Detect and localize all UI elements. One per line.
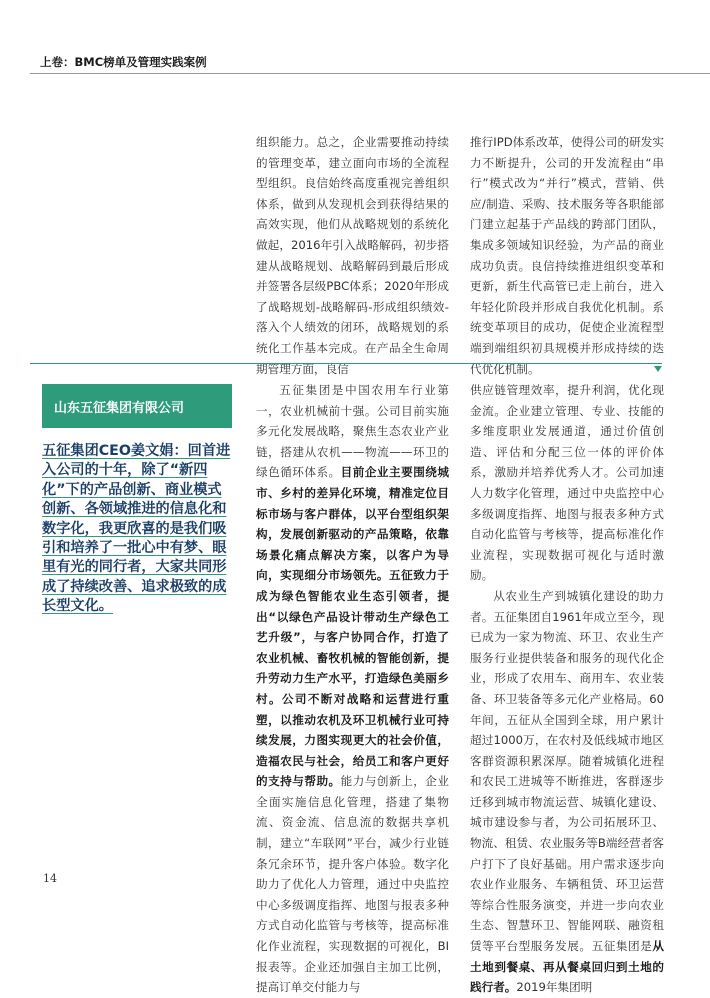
mission-bold-text: 从土地到餐桌、再从餐桌回归到土地的践行者。 <box>470 939 664 995</box>
ceo-quote-text: 五征集团CEO姜文娟：回首进入公司的十年，除了“新四化”下的产品创新、商业模式创新、各领域推进的信息化和数字化，我更欣喜的是我们吸引和培养了一批心中有梦、眼里有光的同行者，大家共同形成了持续改善、追求极致的成长型文化。 <box>42 443 231 615</box>
body-paragraph-continued: 供应链管理效率，提升利润，优化现金流。企业建立管理、专业、技能的多维度职业发展通道，通过价值创造、评估和分配三位一体的评价体系，激励并培养优秀人才。公司加速人力数字化管理，通过中央监控中心多级调度指挥、地图与报表多种方式自动化监管与考核等，提高标准化作业流程，实现数据可视化与适时激励。 <box>470 383 664 583</box>
top-column-right <box>470 132 664 379</box>
company-name-banner <box>42 384 232 428</box>
history-text: 从农业生产到城镇化建设的助力者。五征集团自1961年成立至今，现已成为一家为物流、环卫、农业生产服务行业提供装备和服务的现代化企业，形成了农用车、商用车、农业装备、环卫装备等多元化产业格局。60年间，五征从全国到全球，用户累计超过1000万，在农村及低线城市地区客群资源积累深厚。随着城镇化进程和农民工进城等不断推进，客群逐步迁移到城市物流运营、城镇化建设、城市建设参与者，为公司拓展环卫、物流、租赁、农业服务等B端经营者客户打下了良好基础。用户需求逐步向农业作业服务、车辆租赁、环卫运营等综合性服务演变，并进一步向农业生态、智慧环卫、智能网联、融资租赁等平台型服务发展。五征集团是 <box>470 588 664 954</box>
ceo-quote <box>42 442 233 617</box>
company-name: 山东五征集团有限公司 <box>54 400 185 416</box>
body-column-left <box>256 380 449 998</box>
page-number: 14 <box>43 872 57 885</box>
top-column-left <box>256 132 449 379</box>
body-paragraph <box>470 586 664 998</box>
continuation-text: 2019年集团明 <box>516 980 593 995</box>
body-paragraph <box>256 380 449 998</box>
running-header-title: 上卷：BMC榜单及管理实践案例 <box>40 55 207 69</box>
header-divider <box>30 73 710 74</box>
strategy-bold-text: 目前企业主要围绕城市、乡村的差异化环境，精准定位目标市场与客户群体，以平台型组织架构，发展创新驱动的产品策略，依靠场景化痛点解决方案，以客户为导向，实现细分市场领先。五征致力于成为绿色智能农业生态引领者，提出“以绿色产品设计带动生产绿色工艺升级”，与客户协同合作，打造了农业机械、畜牧机械的智能创新，提升劳动力生产水平，打造绿色美丽乡村。公司不断对战略和运营进行重塑，以推动农机及环卫机械行业可持续发展，力图实现更大的社会价值，造福农民与社会，给员工和客户更好的支持与帮助。 <box>256 465 449 789</box>
digitalization-text: 能力与创新上，企业全面实施信息化管理，搭建了集物流、资金流、信息流的数据共享机制，建立“车联网”平台，减少行业链条冗余环节，提升客户体验。数字化助力了优化人力管理，通过中央监控中心多级调度指挥、地图与报表多种方式自动化监管与考核等，提高标准化作业流程，实现数据的可视化，BI报表等。企业还加强自主加工比例，提高订单交付能力与 <box>256 774 449 995</box>
section-divider <box>30 363 662 364</box>
body-column-right <box>470 380 664 998</box>
top-right-paragraph: 推行IPD体系改革，使得公司的研发实力不断提升，公司的开发流程由“串行”模式改为“并行”模式，营销、供应/制造、采购、技术服务等各职能部门建立起基于产品线的跨部门团队，集成多领域知识经验，为产品的商业成功负责。良信持续推进组织变革和更新，新生代高管已走上前台，进入年轻化阶段并形成自我优化机制。系统变革项目的成功，促使企业流程型端到端组织初具规模并形成持续的迭代优化机制。 <box>470 135 664 376</box>
section-marker-triangle-icon <box>654 366 662 372</box>
top-left-paragraph: 组织能力。总之，企业需要推动持续的管理变革，建立面向市场的全流程型组织。良信始终高度重视完善组织体系，做到从发现机会到获得结果的高效实现，他们从战略规划的系统化做起，2016年引入战略解码，初步搭建从战略规划、战略解码到最后形成并签署各层级PBC体系；2020年形成了战略规划-战略解码-形成组织绩效-落入个人绩效的闭环，战略规划的系统化工作基本完成。在产品全生命周期管理方面，良信 <box>256 135 449 376</box>
intro-text: 五征集团是中国农用车行业第一，农业机械前十强。公司目前实施多元化发展战略，聚焦生态农业产业链，搭建从农机——物流——环卫的绿色循环体系。 <box>256 383 449 480</box>
